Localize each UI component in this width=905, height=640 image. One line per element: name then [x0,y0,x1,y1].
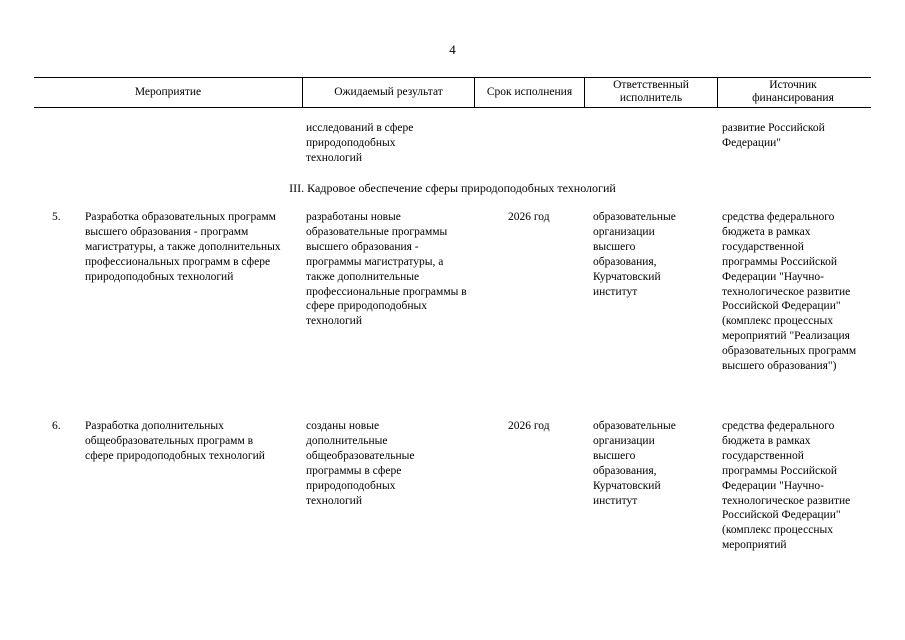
continuation-result: исследований в сфере природоподобных технологий [306,122,414,164]
table-header-rule [34,107,871,108]
header-responsible: Ответственный исполнитель [613,79,689,104]
row-event: Разработка образовательных программ высшего образования - программ магистратуры, а также дополнительных профессиональных программ в сфере природоподобных технологий [85,211,281,283]
row-source: средства федерального бюджета в рамках государственной программы Российской Федерации "Научно-технологическое развитие Российской Федерации" (комплекс процессных мероприятий [722,420,851,552]
row-deadline: 2026 год [508,211,550,223]
header-result: Ожидаемый результат [334,85,443,98]
header-source: Источник финансирования [752,79,834,104]
row-result: разработаны новые образовательные программы высшего образования - программы магистратуры, а также дополнительные профессиональные программы в сфере природоподобных технологий [306,211,467,328]
row-result: созданы новые дополнительные общеобразовательные программы в сфере природоподобных технологий [306,420,415,507]
row-responsible: образовательные организации высшего образования, Курчатовский институт [593,211,676,298]
row-number: 6. [52,420,61,432]
row-source: средства федерального бюджета в рамках государственной программы Российской Федерации "Научно-технологическое развитие Российской Федерации" (комплекс процессных мероприятий "Реализация образовательных программ высшего образования") [722,211,857,373]
row-event: Разработка дополнительных общеобразовательных программ в сфере природоподобных технологий [85,420,265,462]
page-number: 4 [449,42,456,57]
header-divider [584,77,585,107]
continuation-source: развитие Российской Федерации" [722,122,825,149]
row-deadline: 2026 год [508,420,550,432]
header-event: Мероприятие [134,85,202,98]
section-title: III. Кадровое обеспечение сферы природоподобных технологий [289,181,616,195]
row-responsible: образовательные организации высшего образования, Курчатовский институт [593,420,676,507]
header-divider [717,77,718,107]
header-deadline: Срок исполнения [486,85,573,98]
row-number: 5. [52,211,61,223]
